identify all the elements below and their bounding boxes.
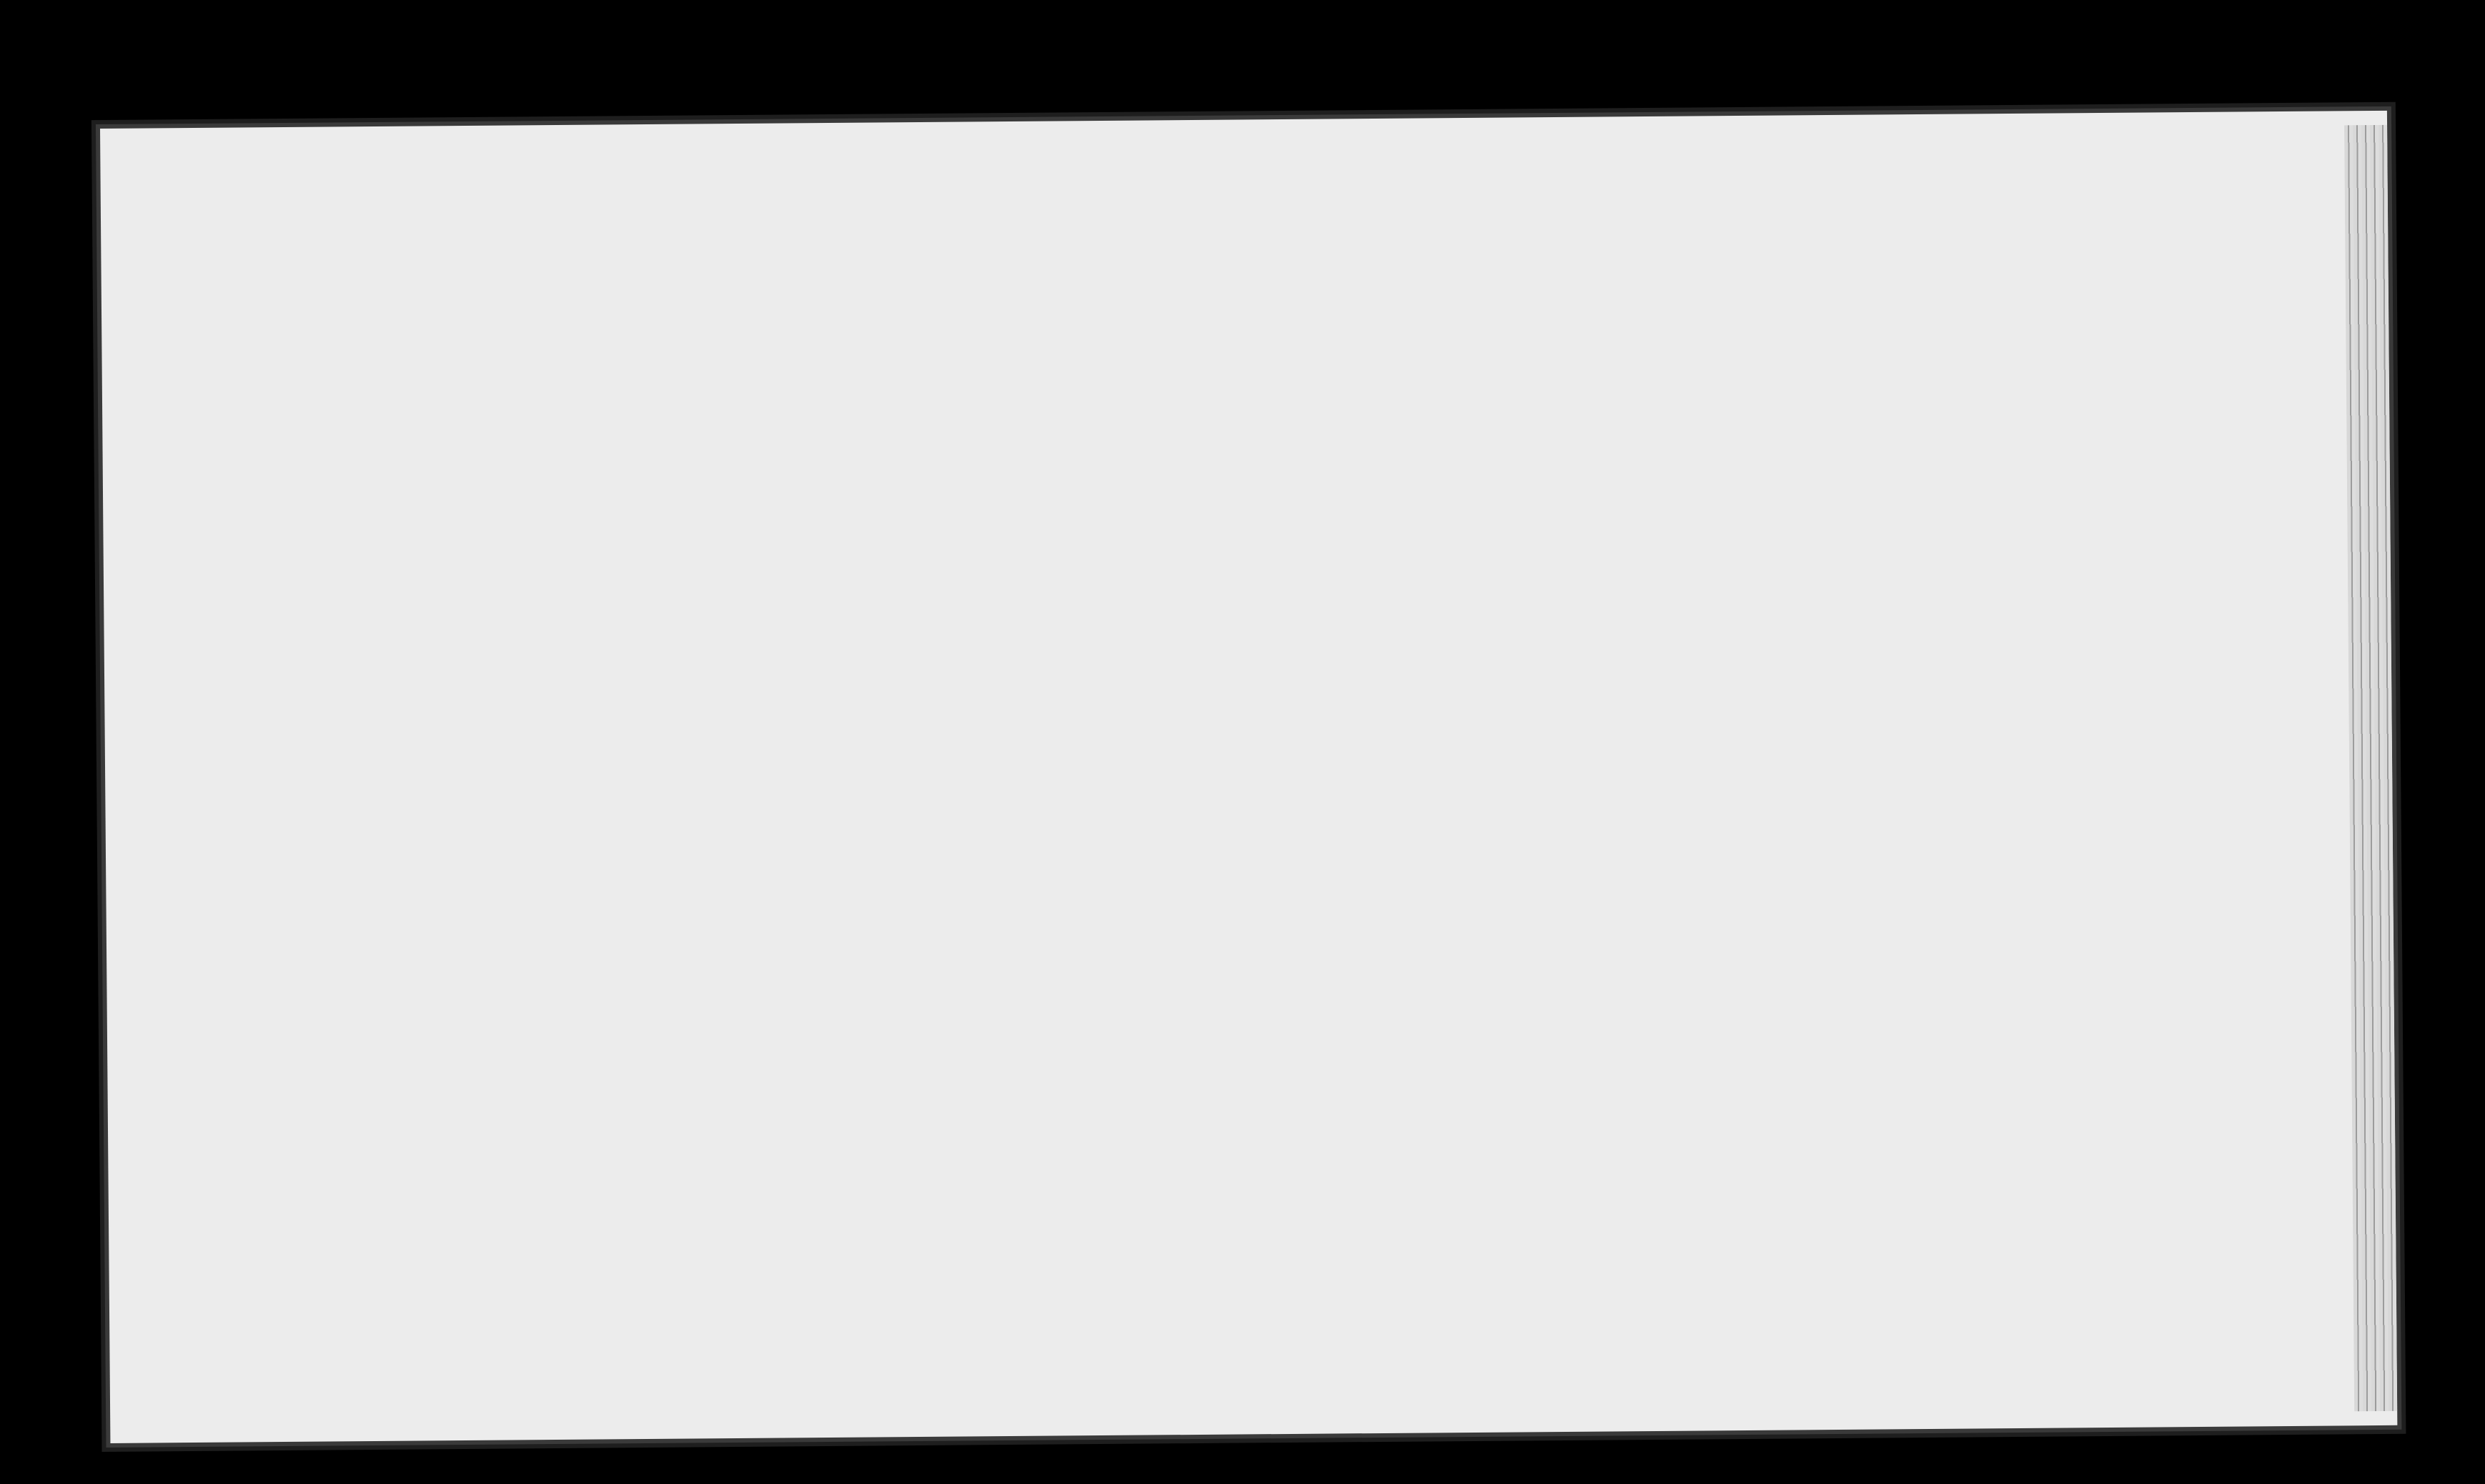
- lease-table: [106, 947, 2369, 1443]
- middle-section: [103, 468, 2365, 965]
- crop-table: [100, 111, 2361, 486]
- census-card: [100, 111, 2397, 1443]
